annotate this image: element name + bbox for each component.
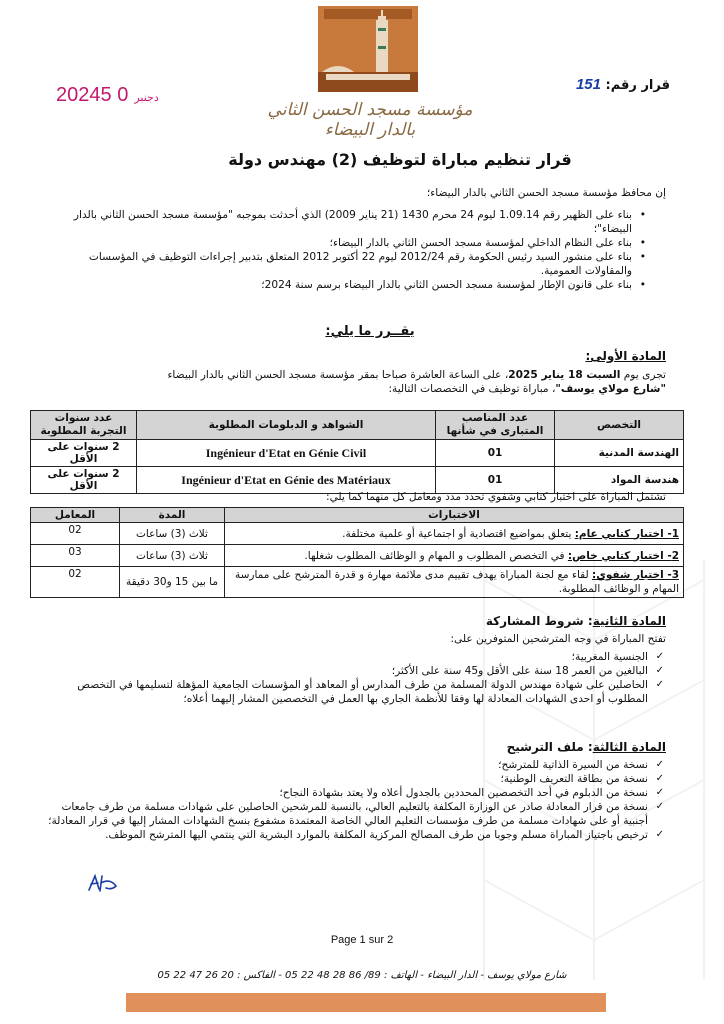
table-row <box>31 567 684 598</box>
article1-text <box>46 368 666 396</box>
list-item: ✓ ترخيص باجتياز المباراة مسلم وجوبا من طرف المصالح المركزية المكلفة بالموارد البشرية التي ينتمي اليها المترشح الموظف. <box>42 828 666 842</box>
table-header-row <box>31 508 684 523</box>
exam-label: 1- اختبار كتابي عام: <box>574 527 679 540</box>
exam-label: 2- اختبار كتابي خاص: <box>567 549 679 562</box>
col-specialty: التخصص <box>555 411 684 440</box>
list-item: ✓ الحاصلين على شهادة مهندس الدولة المسلمة من طرف المدارس أو المعاهد أو المؤسسات الجامعية المؤهلة لتسليمها في التخصص المطلوب أو احدى الشهادات المعادلة لها وفقا للأنظمة الجاري بها العمل في التخصصين المشار إليهما أعلاه؛ <box>42 678 666 706</box>
decision-number-value: 151 <box>575 76 601 93</box>
cell-experience: 2 سنوات على الأقل <box>31 440 137 467</box>
article3-title <box>507 740 666 754</box>
exam-description <box>225 567 684 598</box>
cell-diploma: Ingénieur d'Etat en Génie des Matériaux <box>137 467 436 494</box>
initials-signature <box>86 872 120 894</box>
stamp-year: 2024 <box>56 84 101 106</box>
exam-duration: ثلاث (3) ساعات <box>120 545 225 567</box>
foundation-name <box>255 100 485 140</box>
decision-number <box>576 76 670 93</box>
col-diplomas: الشواهد و الدبلومات المطلوبة <box>137 411 436 440</box>
list-item: ✓ البالغين من العمر 18 سنة على الأقل و45 سنة على الأكثر؛ <box>42 664 666 678</box>
article3-title-prefix: المادة الثالثة <box>592 740 666 754</box>
cell-positions: 01 <box>436 440 555 467</box>
footer-band <box>126 993 606 1012</box>
exam-description <box>225 523 684 545</box>
col-duration: المدة <box>120 508 225 523</box>
footer-address: شارع مولاي يوسف - الدار البيضاء - الهاتف : 89/ 86 28 48 22 05 - الفاكس : 20 26 47 22 05 <box>157 970 567 981</box>
article3-title-suffix: : ملف الترشيح <box>506 740 593 754</box>
list-item: ✓ نسخة من بطاقة التعريف الوطنية؛ <box>42 772 666 786</box>
cell-specialty: الهندسة المدنية <box>555 440 684 467</box>
list-item: ✓ نسخة من الدبلوم في أحد التخصصين المحددين بالجدول أعلاه ولا يعتد بشهادة النجاح؛ <box>42 786 666 800</box>
article2-title-prefix: المادة الثانية <box>592 614 666 628</box>
exam-text: يتعلق بمواضيع اقتصادية أو اجتماعية أو علمية مختلفة. <box>342 527 575 540</box>
col-exams: الاختبارات <box>225 508 684 523</box>
list-item: • بناء على النظام الداخلي لمؤسسة مسجد الحسن الثاني بالدار البيضاء؛ <box>50 236 650 250</box>
exam-text: في التخصص المطلوب و المهام و الوظائف المطلوب شغلها. <box>304 549 568 562</box>
page-number: Page 1 sur 2 <box>330 934 394 946</box>
exam-coefficient: 02 <box>31 523 120 545</box>
exam-coefficient: 03 <box>31 545 120 567</box>
article2-title <box>486 614 666 628</box>
cell-specialty: هندسة المواد <box>555 467 684 494</box>
article1-title-text: المادة الأولى: <box>585 349 666 363</box>
col-positions: عدد المناصب المتبارى في شأنها <box>436 411 555 440</box>
col-experience: عدد سنوات التجربة المطلوبة <box>31 411 137 440</box>
conditions-list <box>42 650 666 706</box>
list-item: • بناء على منشور السيد رئيس الحكومة رقم 2012/24 ليوم 22 أكتوبر 2012 المتعلق بتدبير إجراءات التوظيف في المؤسسات والمقاولات العمومية. <box>50 250 650 278</box>
table-header-row <box>31 411 684 440</box>
list-item: ✓ الجنسية المغربية؛ <box>42 650 666 664</box>
article1-text-c: ، مباراة توظيف في التخصصات التالية: <box>388 383 556 395</box>
list-item: • بناء على قانون الإطار لمؤسسة مسجد الحسن الثاني بالدار البيضاء برسم سنة 2024؛ <box>50 278 650 292</box>
preamble-list <box>50 208 650 292</box>
exam-text: لقاء مع لجنة المباراة يهدف تقييم مدى ملائمة مهارة و قدرة المترشح على ممارسة المهام و الوظائف المطلوبة. <box>234 569 679 595</box>
exam-intro: تشتمل المباراة على اختبار كتابي وشفوي تحدد مدد ومعامل كل منهما كما يلي: <box>326 491 666 503</box>
article1-text-a: تجرى يوم <box>620 369 666 381</box>
decides-heading: يقــرر ما يلي: <box>325 324 415 339</box>
preamble-intro: إن محافظ مؤسسة مسجد الحسن الثاني بالدار البيضاء؛ <box>426 187 666 199</box>
exam-label: 3- اختبار شفوي: <box>592 569 679 581</box>
col-coefficient: المعامل <box>31 508 120 523</box>
foundation-name-line1: مؤسسة مسجد الحسن الثاني <box>267 100 473 120</box>
table-row <box>31 523 684 545</box>
foundation-name-line2: بالدار البيضاء <box>324 120 416 140</box>
cell-diploma: Ingénieur d'Etat en Génie Civil <box>137 440 436 467</box>
exam-date: السبت 18 يناير 2025 <box>508 369 621 381</box>
exam-description <box>225 545 684 567</box>
document-title: قرار تنظيم مباراة لتوظيف (2) مهندس دولة <box>228 150 572 169</box>
stamp-month: دجنبر <box>134 92 159 104</box>
date-stamp <box>56 84 165 107</box>
article2-title-suffix: : شروط المشاركة <box>485 614 593 628</box>
article1-title <box>585 349 666 363</box>
exams-table <box>30 507 684 598</box>
exam-duration: ثلاث (3) ساعات <box>120 523 225 545</box>
exam-address: "شارع مولاي يوسف" <box>555 383 666 395</box>
list-item: ✓ نسخة من السيرة الذاتية للمترشح؛ <box>42 758 666 772</box>
list-item: ✓ نسخة من قرار المعادلة صادر عن الوزارة المكلفة بالتعليم العالي، بالنسبة للمرشحين الحاصلين على شهادات مسلمة من طرف جامعات أجنبية أو على شهادات مسلمة من طرف مؤسسات التعليم العالي الخاصة المعتمدة مشفوع بنسخ الشهادات المشار إليها في قرار المعادلة؛ <box>42 800 666 828</box>
exam-duration: ما بين 15 و30 دقيقة <box>120 567 225 598</box>
cell-experience: 2 سنوات على الأقل <box>31 467 137 494</box>
specialties-table <box>30 410 684 494</box>
application-file-list <box>42 758 666 842</box>
list-item: • بناء على الظهير رقم 1.09.14 ليوم 24 محرم 1430 (21 يناير 2009) الذي أحدثت بموجبه "مؤسسة مسجد الحسن الثاني بالدار البيضاء"؛ <box>50 208 650 236</box>
exam-coefficient: 02 <box>31 567 120 598</box>
article1-text-b: ، على الساعة العاشرة صباحا بمقر مؤسسة مسجد الحسن الثاني بالدار البيضاء <box>167 369 509 381</box>
cell-positions: 01 <box>436 467 555 494</box>
table-row <box>31 440 684 467</box>
decision-label: قرار رقم: <box>605 78 670 93</box>
mosque-logo <box>318 6 418 92</box>
table-row <box>31 545 684 567</box>
stamp-day: 0 5 <box>100 84 129 106</box>
article2-intro: تفتح المباراة في وجه المترشحين المتوفرين على: <box>450 633 666 645</box>
